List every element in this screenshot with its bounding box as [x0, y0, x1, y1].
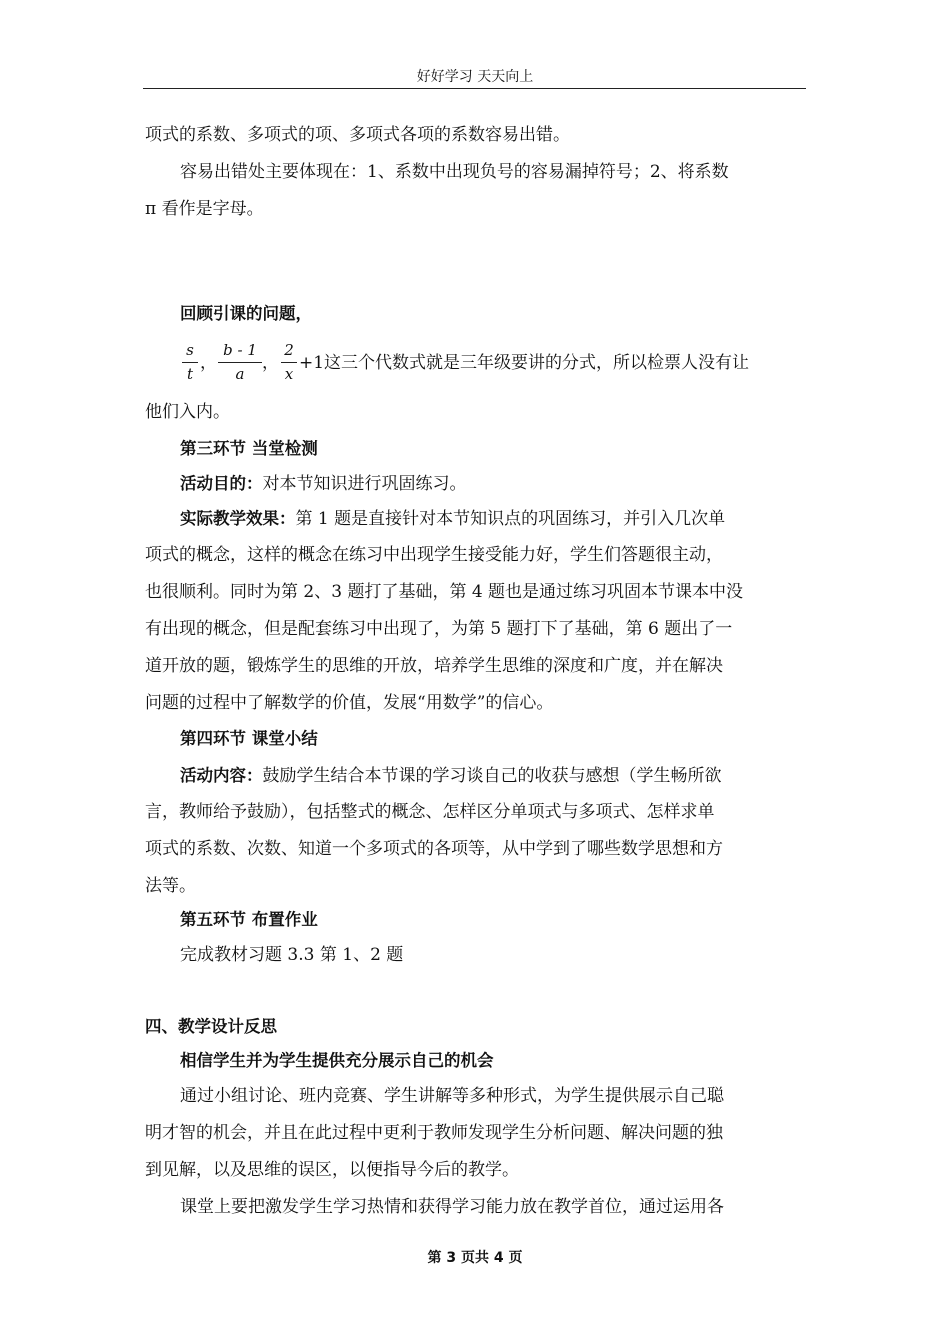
paragraph-line: 通过小组讨论、班内竞赛、学生讲解等多种形式，为学生提供展示自己聪 — [180, 1086, 724, 1106]
paragraph-line — [180, 508, 842, 530]
fraction-b-minus-1-over-a — [218, 341, 262, 383]
paragraph-line: 言，教师给予鼓励），包括整式的概念、怎样区分单项式与多项式、怎样求单 — [145, 802, 715, 822]
paragraph-text: 第 1 题是直接针对本节知识点的巩固练习，并引入几次单 — [295, 509, 726, 529]
fraction-denominator: t — [186, 365, 194, 383]
page-header: 好好学习 天天向上 — [416, 69, 534, 85]
label: 活动内容： — [180, 766, 263, 785]
fraction-denominator: a — [235, 365, 245, 383]
fraction-denominator: x — [284, 365, 294, 383]
paragraph-line: 项式的系数、次数、知道一个多项式的各项等，从中学到了哪些数学思想和方 — [145, 839, 723, 859]
fraction-bar — [218, 362, 262, 363]
label: 实际教学效果： — [180, 509, 296, 528]
label: 活动目的： — [180, 474, 263, 493]
comma: ， — [262, 353, 279, 373]
fraction-2-over-x — [281, 341, 297, 383]
fraction-numerator: s — [186, 341, 194, 359]
fraction-bar — [281, 362, 297, 363]
section-heading: 第三环节 当堂检测 — [180, 439, 318, 458]
paragraph-line: 道开放的题，锻炼学生的思维的开放，培养学生思维的深度和广度，并在解决 — [145, 656, 723, 676]
fraction-numerator: 2 — [284, 341, 294, 359]
paragraph-line: 容易出错处主要体现在：1、系数中出现负号的容易漏掉符号；2、将系数 — [180, 162, 729, 182]
paragraph-line — [180, 765, 842, 787]
header-divider — [143, 88, 806, 89]
paragraph-line: 法等。 — [145, 876, 196, 896]
paragraph-line — [180, 473, 842, 495]
comma: ， — [200, 353, 217, 373]
section-heading: 第五环节 布置作业 — [180, 910, 318, 929]
paragraph-line: 有出现的概念，但是配套练习中出现了，为第 5 题打下了基础，第 6 题出了一 — [145, 619, 733, 639]
paragraph-line: 项式的概念，这样的概念在练习中出现学生接受能力好，学生们答题很主动， — [145, 545, 723, 565]
review-heading: 回顾引课的问题， — [180, 304, 312, 323]
fraction-numerator: b - 1 — [223, 341, 257, 359]
paragraph-line: +1这三个代数式就是三年级要讲的分式，所以检票人没有让 — [299, 353, 750, 373]
paragraph-line: 完成教材习题 3.3 第 1、2 题 — [180, 945, 404, 965]
paragraph-text: 对本节知识进行巩固练习。 — [262, 474, 467, 494]
section-heading: 第四环节 课堂小结 — [180, 729, 318, 748]
paragraph-line: π 看作是字母。 — [145, 199, 264, 219]
fraction-bar — [182, 362, 198, 363]
paragraph-line: 项式的系数、多项式的项、多项式各项的系数容易出错。 — [145, 125, 570, 145]
paragraph-line: 他们入内。 — [145, 402, 230, 422]
paragraph-line: 课堂上要把激发学生学习热情和获得学习能力放在教学首位，通过运用各 — [180, 1197, 724, 1217]
paragraph-text: 鼓励学生结合本节课的学习谈自己的收获与感想（学生畅所欲 — [262, 766, 722, 786]
paragraph-line: 明才智的机会，并且在此过程中更利于教师发现学生分析问题、解决问题的独 — [145, 1123, 723, 1143]
part-heading: 四、教学设计反思 — [145, 1017, 277, 1036]
paragraph-line: 问题的过程中了解数学的价值，发展“用数学”的信心。 — [145, 693, 554, 713]
paragraph-line: 到见解，以及思维的误区，以便指导今后的教学。 — [145, 1160, 519, 1180]
fraction-s-over-t — [182, 341, 198, 383]
sub-heading: 相信学生并为学生提供充分展示自己的机会 — [180, 1051, 494, 1070]
paragraph-line: 也很顺利。同时为第 2、3 题打了基础，第 4 题也是通过练习巩固本节课本中没 — [145, 582, 744, 602]
page-footer: 第 3 页共 4 页 — [427, 1250, 523, 1266]
